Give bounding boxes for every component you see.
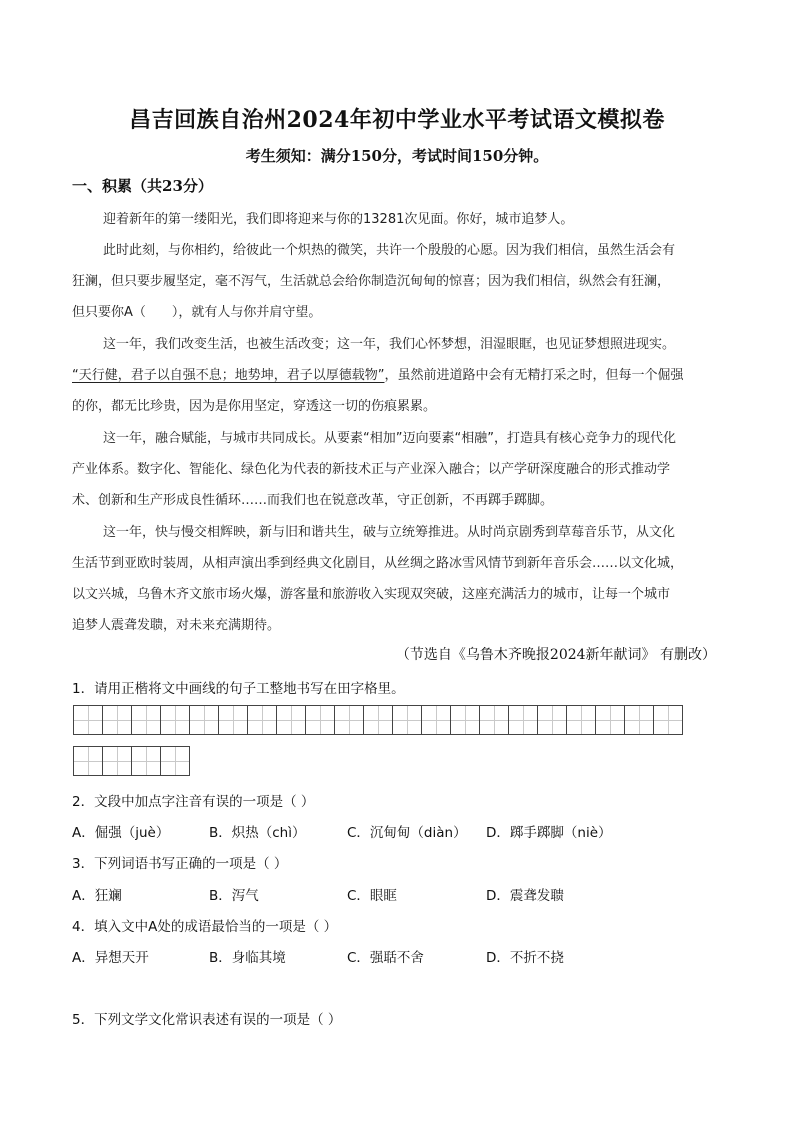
passage-line: 生活节到亚欧时装周，从相声演出季到经典文化剧目，从丝绸之路冰雪风情节到新年音乐会……以文化城， [72, 556, 684, 571]
tianzige-cell[interactable] [363, 705, 393, 735]
tianzige-cell[interactable] [450, 705, 480, 735]
passage-line: 此时此刻，与你相约，给彼此一个炽热的微笑，共许一个殷殷的心愿。因为我们相信，虽然生活会有 [103, 243, 676, 258]
exam-title: 昌吉回族自治州2024年初中学业水平考试语文模拟卷 [129, 107, 665, 133]
q4-option-a[interactable]: A．异想天开 [72, 950, 149, 966]
tianzige-cell[interactable] [334, 705, 364, 735]
tianzige-cell[interactable] [508, 705, 538, 735]
tianzige-cell[interactable] [392, 705, 422, 735]
q3-option-b[interactable]: B．泻气 [209, 888, 259, 904]
question-4: 4．填入文中A处的成语最恰当的一项是（ ） [72, 919, 338, 935]
tianzige-cell[interactable] [537, 705, 567, 735]
tianzige-cell[interactable] [131, 746, 161, 776]
passage-source: （节选自《乌鲁木齐晚报2024新年献词》 有删改） [395, 647, 716, 663]
passage-line: 迎着新年的第一缕阳光，我们即将迎来与你的13281次见面。你好，城市追梦人。 [103, 212, 574, 227]
q4-option-d[interactable]: D．不折不挠 [486, 950, 564, 966]
q2-option-d[interactable]: D．踯手踯脚（niè） [486, 825, 612, 841]
question-3: 3．下列词语书写正确的一项是（ ） [72, 856, 288, 872]
q4-option-c[interactable]: C．强聒不舍 [347, 950, 424, 966]
question-1: 1．请用正楷将文中画线的句子工整地书写在田字格里。 [72, 681, 405, 697]
tianzige-cell[interactable] [131, 705, 161, 735]
passage-line [72, 364, 684, 383]
tianzige-cell[interactable] [189, 705, 219, 735]
tianzige-cell[interactable] [102, 705, 132, 735]
tianzige-cell[interactable] [102, 746, 132, 776]
passage-line: 狂澜，但只要步履坚定，毫不泻气，生活就总会给你制造沉甸甸的惊喜；因为我们相信，纵然会有狂澜， [72, 274, 671, 289]
tianzige-cell[interactable] [305, 705, 335, 735]
passage-line: 这一年，融合赋能，与城市共同成长。从要素“相加”迈向要素“相融”，打造具有核心竞争力的现代化 [103, 431, 676, 446]
tianzige-cell[interactable] [276, 705, 306, 735]
passage-line: 以文兴城，乌鲁木齐文旅市场火爆，游客量和旅游收入实现双突破，这座充满活力的城市，让每一个城市 [72, 587, 671, 602]
tianzige-cell[interactable] [479, 705, 509, 735]
underlined-sentence: “天行健，君子以自强不息；地势坤，君子以厚德载物” [72, 368, 385, 383]
q2-option-b[interactable]: B．炽热（chì） [209, 825, 306, 841]
tianzige-cell[interactable] [247, 705, 277, 735]
question-2: 2．文段中加点字注音有误的一项是（ ） [72, 794, 315, 810]
section-heading: 一、积累（共23分） [72, 177, 213, 195]
passage-line: 这一年，我们改变生活，也被生活改变；这一年，我们心怀梦想，泪湿眼眶，也见证梦想照进现实。 [103, 337, 676, 352]
question-5: 5．下列文学文化常识表述有误的一项是（ ） [72, 1012, 342, 1028]
q2-option-c[interactable]: C．沉甸甸（diàn） [347, 825, 467, 841]
tianzige-cell[interactable] [218, 705, 248, 735]
passage-line: 的你，都无比珍贵，因为是你用坚定，穿透这一切的伤痕累累。 [72, 399, 437, 414]
tianzige-cell[interactable] [160, 705, 190, 735]
q4-option-b[interactable]: B．身临其境 [209, 950, 286, 966]
tianzige-grid-row-2[interactable] [73, 746, 190, 776]
passage-line: 术、创新和生产形成良性循环……而我们也在锐意改革，守正创新，不再踯手踯脚。 [72, 493, 554, 508]
q3-option-c[interactable]: C．眼眶 [347, 888, 397, 904]
tianzige-cell[interactable] [595, 705, 625, 735]
q3-option-a[interactable]: A．狂斓 [72, 888, 122, 904]
passage-line-rest: ，虽然前进道路中会有无精打采之时，但每一个倔强 [384, 368, 684, 383]
tianzige-cell[interactable] [566, 705, 596, 735]
passage-line: 追梦人震聋发聩，对未来充满期待。 [72, 618, 281, 633]
tianzige-cell[interactable] [73, 705, 103, 735]
passage-line: 产业体系。数字化、智能化、绿色化为代表的新技术正与产业深入融合；以产学研深度融合的形式推动学 [72, 462, 671, 477]
tianzige-grid-row-1[interactable] [73, 705, 683, 735]
tianzige-cell[interactable] [421, 705, 451, 735]
q2-option-a[interactable]: A．倔强（juè） [72, 825, 170, 841]
tianzige-cell[interactable] [653, 705, 683, 735]
tianzige-cell[interactable] [160, 746, 190, 776]
exam-notice: 考生须知：满分150分，考试时间150分钟。 [245, 147, 549, 165]
q3-option-d[interactable]: D．震聋发聩 [486, 888, 564, 904]
tianzige-cell[interactable] [624, 705, 654, 735]
tianzige-cell[interactable] [73, 746, 103, 776]
passage-line: 这一年，快与慢交相辉映，新与旧和谐共生，破与立统筹推进。从时尚京剧秀到草莓音乐节，从文化 [103, 525, 676, 540]
passage-line: 但只要你A（ ），就有人与你并肩守望。 [72, 305, 322, 320]
